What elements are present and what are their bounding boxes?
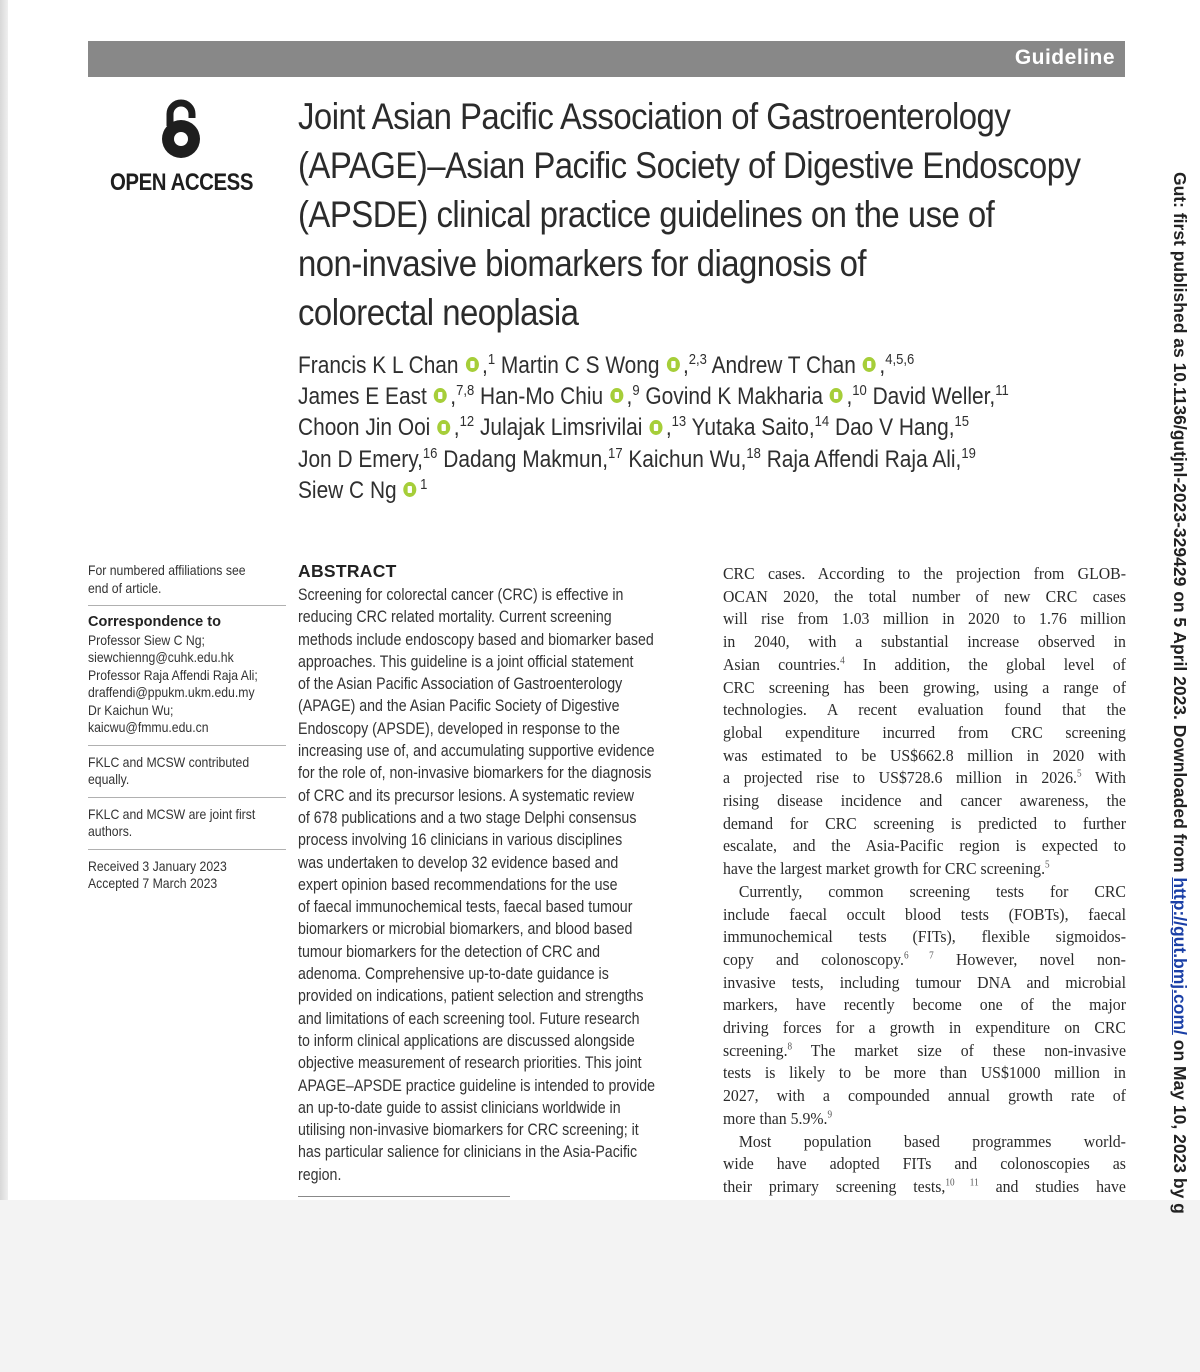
affiliation-number: 11 bbox=[995, 382, 1009, 400]
orcid-icon[interactable] bbox=[649, 420, 662, 435]
body-text-line: markers, have recently become one of the major bbox=[723, 995, 1126, 1015]
author-name[interactable]: Kaichun Wu, bbox=[628, 445, 747, 473]
title-line: colorectal neoplasia bbox=[298, 292, 579, 333]
reference-citation[interactable]: 5 bbox=[1076, 768, 1082, 780]
abstract-line: of CRC and its precursor lesions. A systematic review bbox=[298, 786, 634, 805]
sidebar-line: FKLC and MCSW contributed bbox=[88, 754, 250, 770]
orcid-icon[interactable] bbox=[666, 357, 679, 372]
author-name[interactable]: Dao V Hang, bbox=[834, 414, 955, 442]
abstract-line: APAGE–APSDE practice guideline is intended to provide bbox=[298, 1076, 656, 1095]
sidebar-line: For numbered affiliations see bbox=[88, 563, 246, 578]
body-text-line: a projected rise to US$728.6 million in 2026.$^5$ With bbox=[723, 768, 1126, 788]
body-text-line: OCAN 2020, the total number of new CRC cases bbox=[723, 586, 1126, 606]
abstract-line: adenoma. Comprehensive up-to-date guidance is bbox=[298, 965, 609, 984]
citation-text: Gut: first published as 10.1136/gutjnl-2023-329429 on 5 April 2023. Downloaded from bbox=[1170, 172, 1190, 878]
reference-citation[interactable]: 8 bbox=[787, 1041, 793, 1053]
affiliation-number: 1 bbox=[487, 351, 496, 368]
abstract-line: was undertaken to develop 32 evidence based and bbox=[298, 853, 619, 872]
author-name[interactable]: Julajak Limsrivilai bbox=[479, 414, 643, 442]
author-name[interactable]: James E East bbox=[298, 383, 427, 411]
abstract-line: increasing use of, and accumulating supportive evidence bbox=[298, 742, 655, 761]
citation-date-text: on May 10, 2023 by g bbox=[1170, 1034, 1190, 1214]
author-name[interactable]: Andrew T Chan bbox=[711, 352, 856, 379]
affiliation-number: 18 bbox=[746, 444, 761, 462]
title-line: Joint Asian Pacific Association of Gastroenterology bbox=[298, 96, 1011, 137]
body-text-line: driving forces for a growth in expenditure on CRC bbox=[723, 1018, 1126, 1038]
author-name[interactable]: Martin C S Wong bbox=[500, 352, 660, 379]
date-line: Accepted 7 March 2023 bbox=[88, 876, 218, 891]
affiliations-note bbox=[88, 562, 286, 597]
abstract-line: utilising non-invasive biomarkers for CRC screening; it bbox=[298, 1121, 639, 1140]
author-list bbox=[298, 350, 1158, 506]
abstract-line: Screening for colorectal cancer (CRC) is effective in bbox=[298, 586, 624, 604]
correspondence-block bbox=[88, 614, 286, 737]
open-access-label: OPEN ACCESS bbox=[109, 169, 254, 196]
abstract-footer-rule bbox=[298, 1196, 510, 1197]
correspondence-line: Professor Siew C Ng; bbox=[88, 632, 205, 648]
affiliation-number: 14 bbox=[814, 413, 830, 431]
correspondence-line[interactable]: draffendi@ppukm.ukm.edu.my bbox=[88, 685, 255, 700]
body-text-line: technologies. A recent evaluation found that the bbox=[723, 700, 1126, 720]
orcid-icon[interactable] bbox=[434, 388, 447, 403]
affiliation-number: 16 bbox=[422, 444, 438, 462]
affiliation-number: 13 bbox=[671, 413, 687, 431]
section-label: Guideline bbox=[1014, 46, 1115, 69]
article-title bbox=[298, 92, 1198, 337]
abstract-line: to inform clinical applications are discussed alongside bbox=[298, 1031, 635, 1050]
orcid-icon[interactable] bbox=[863, 357, 876, 372]
body-text-line: Currently, common screening tests for CRC bbox=[723, 881, 1126, 901]
author-name[interactable]: David Weller, bbox=[872, 383, 996, 411]
correspondence-heading: Correspondence to bbox=[88, 614, 221, 630]
joint-authors-note bbox=[88, 806, 286, 841]
body-text-line: wide have adopted FITs and colonoscopies as bbox=[723, 1154, 1126, 1174]
reference-citation[interactable]: 4 bbox=[840, 655, 845, 667]
abstract-line: for the role of, non-invasive biomarkers for the diagnosis bbox=[298, 764, 652, 783]
sidebar-line: end of article. bbox=[88, 580, 162, 596]
section-header-bar bbox=[88, 41, 1125, 77]
reference-citation[interactable]: 10 11 bbox=[945, 1177, 979, 1189]
introduction-text-column bbox=[723, 563, 1128, 1199]
abstract-line: of the Asian Pacific Association of Gastroenterology bbox=[298, 675, 623, 694]
abstract-line: approaches. This guideline is a joint official statement bbox=[298, 652, 634, 671]
body-text-line: their primary screening tests,$^{10 11}$ and studies have bbox=[723, 1176, 1126, 1196]
abstract-line: of 678 publications and a two stage Delphi consensus bbox=[298, 808, 637, 827]
body-text-line: CRC screening has been growing, using a range of bbox=[723, 677, 1126, 697]
abstract-line: reducing CRC related mortality. Current screening bbox=[298, 608, 612, 627]
sidebar-line: equally. bbox=[88, 772, 130, 787]
abstract-line: has particular salience for clinicians in the Asia-Pacific bbox=[298, 1143, 638, 1162]
abstract-line: Endoscopy (APSDE), developed in response to the bbox=[298, 719, 620, 738]
orcid-icon[interactable] bbox=[466, 357, 479, 372]
abstract-line: region. bbox=[298, 1165, 342, 1184]
reference-citation[interactable]: 5 bbox=[1045, 859, 1050, 871]
orcid-icon[interactable] bbox=[437, 420, 450, 435]
body-text-line: was estimated to be US$662.8 million in 2020 with bbox=[723, 745, 1126, 765]
body-text-line: more than 5.9%.$^9$ bbox=[723, 1108, 833, 1128]
body-text-line: global expenditure incurred from CRC screening bbox=[723, 722, 1126, 742]
affiliation-number: 1 bbox=[420, 475, 428, 493]
body-text-line: escalate, and the Asia-Pacific region is expected to bbox=[723, 836, 1126, 856]
abstract-heading: ABSTRACT bbox=[298, 561, 397, 581]
author-name[interactable]: Siew C Ng bbox=[298, 476, 397, 504]
abstract-line: biomarkers or microbial biomarkers, and blood based bbox=[298, 920, 633, 939]
author-name[interactable]: Dadang Makmun, bbox=[443, 445, 609, 473]
contribution-note bbox=[88, 754, 286, 789]
abstract-line: an up-to-date guide to assist clinicians worldwide in bbox=[298, 1098, 621, 1117]
orcid-icon[interactable] bbox=[830, 388, 843, 403]
abstract-line: process involving 16 clinicians in various disciplines bbox=[298, 831, 623, 850]
affiliation-number: 19 bbox=[961, 444, 976, 462]
abstract-line: and limitations of each screening tool. Future research bbox=[298, 1009, 640, 1028]
article-page bbox=[8, 0, 1200, 1200]
author-name[interactable]: Han-Mo Chiu bbox=[480, 383, 604, 411]
orcid-icon[interactable] bbox=[610, 388, 623, 403]
author-name[interactable]: Jon D Emery, bbox=[298, 445, 423, 473]
sidebar-divider bbox=[88, 797, 286, 798]
affiliation-number: 12 bbox=[459, 413, 475, 431]
sidebar-divider bbox=[88, 745, 286, 746]
abstract-line: (APAGE) and the Asian Pacific Society of Digestive bbox=[298, 697, 620, 716]
body-text-line: screening.$^8$ The market size of these non-invasive bbox=[723, 1040, 1126, 1060]
author-name[interactable]: Choon Jin Ooi bbox=[298, 414, 431, 442]
title-line: (APSDE) clinical practice guidelines on the use of bbox=[298, 194, 995, 235]
author-line: Francis K L Chan ,$^1$ Martin C S Wong ,$^{2,3}$ Andrew T Chan ,$^{4,5,6}$ bbox=[298, 351, 915, 379]
correspondence-line: Professor Raja Affendi Raja Ali; bbox=[88, 667, 258, 683]
abstract-line: of faecal immunochemical tests, faecal based tumour bbox=[298, 898, 633, 917]
sidebar-line: FKLC and MCSW are joint first bbox=[88, 806, 256, 822]
body-text-line: Most population based programmes world- bbox=[723, 1131, 1126, 1151]
body-text-line: invasive tests, including tumour DNA and microbial bbox=[723, 972, 1126, 992]
journal-link[interactable]: http://gut.bmj.com/ bbox=[1170, 877, 1190, 1035]
title-line: (APAGE)–Asian Pacific Society of Digestive Endoscopy bbox=[298, 145, 1081, 186]
body-text-line: have the largest market growth for CRC screening.$^5$ bbox=[723, 859, 1050, 879]
author-line bbox=[298, 475, 1046, 506]
body-text-line: include faecal occult blood tests (FOBTs), faecal bbox=[723, 904, 1126, 924]
title-line: non-invasive biomarkers for diagnosis of bbox=[298, 243, 867, 284]
affiliation-number: 2,3 bbox=[688, 351, 707, 368]
abstract-line: methods include endoscopy based and biomarker based bbox=[298, 630, 654, 649]
reference-citation[interactable]: 6 7 bbox=[903, 950, 934, 962]
page-edge-shadow bbox=[0, 0, 8, 1200]
body-text-line: will rise from 1.03 million in 2020 to 1.76 million bbox=[723, 609, 1126, 629]
download-watermark bbox=[1160, 0, 1200, 1214]
abstract-line: objective measurement of research priorities. This joint bbox=[298, 1054, 642, 1073]
body-text-line: CRC cases. According to the projection from GLOB- bbox=[723, 564, 1126, 583]
vertical-citation-text bbox=[1160, 172, 1200, 1372]
body-text-line: Asian countries.$^4$ In addition, the global level of bbox=[723, 654, 1126, 674]
affiliation-number: 17 bbox=[608, 444, 623, 462]
correspondence-line: Dr Kaichun Wu; bbox=[88, 702, 174, 718]
author-line: James E East ,$^{7,8}$ Han-Mo Chiu ,$^9$ Govind K Makharia ,$^{10}$ David Weller,$^{11}$ bbox=[298, 382, 1009, 411]
correspondence-line[interactable]: kaicwu@fmmu.edu.cn bbox=[88, 720, 209, 735]
correspondence-line[interactable]: siewchienng@cuhk.edu.hk bbox=[88, 650, 234, 665]
body-text-line: in 2040, with a substantial increase observed in bbox=[723, 632, 1126, 652]
open-access-lock-icon bbox=[148, 96, 214, 162]
author-name[interactable]: Francis K L Chan bbox=[298, 352, 459, 379]
author-line: Choon Jin Ooi ,$^{12}$ Julajak Limsrivilai ,$^{13}$ Yutaka Saito,$^{14}$ Dao V Hang,$^{15}$ bbox=[298, 413, 970, 442]
author-name[interactable]: Yutaka Saito, bbox=[691, 414, 815, 442]
body-text-line: copy and colonoscopy.$^{6 7}$ However, novel non- bbox=[723, 949, 1126, 969]
body-text-line: immunochemical tests (FITs), flexible sigmoidos- bbox=[723, 927, 1126, 947]
sidebar-divider bbox=[88, 605, 286, 606]
abstract-text bbox=[298, 584, 708, 1186]
abstract-line: tumour biomarkers for the detection of CRC and bbox=[298, 942, 601, 961]
date-line: Received 3 January 2023 bbox=[88, 858, 227, 874]
affiliation-number: 4,5,6 bbox=[885, 351, 915, 368]
author-line bbox=[298, 444, 1046, 475]
body-text-line: tests is likely to be more than US$1000 million in bbox=[723, 1063, 1126, 1083]
sidebar-divider bbox=[88, 849, 286, 850]
author-name[interactable]: Raja Affendi Raja Ali, bbox=[766, 445, 962, 473]
sidebar-notes bbox=[88, 562, 286, 901]
author-name[interactable]: Govind K Makharia bbox=[645, 383, 823, 411]
affiliation-number: 10 bbox=[852, 382, 867, 400]
reference-citation[interactable]: 9 bbox=[827, 1109, 833, 1121]
orcid-icon[interactable] bbox=[404, 482, 417, 497]
abstract-line: provided on indications, patient selection and strengths bbox=[298, 987, 644, 1006]
sidebar-line: authors. bbox=[88, 824, 133, 839]
abstract-section bbox=[298, 561, 708, 1186]
body-text-line: demand for CRC screening is predicted to further bbox=[723, 813, 1126, 833]
body-text-line: rising disease incidence and cancer awareness, the bbox=[723, 791, 1126, 811]
received-accepted-dates bbox=[88, 858, 286, 893]
affiliation-number: 9 bbox=[632, 382, 640, 400]
body-text-line: 2027, with a compounded annual growth rate of bbox=[723, 1086, 1126, 1106]
affiliation-number: 7,8 bbox=[456, 382, 475, 400]
affiliation-number: 15 bbox=[954, 413, 970, 431]
abstract-line: expert opinion based recommendations for the use bbox=[298, 875, 618, 894]
